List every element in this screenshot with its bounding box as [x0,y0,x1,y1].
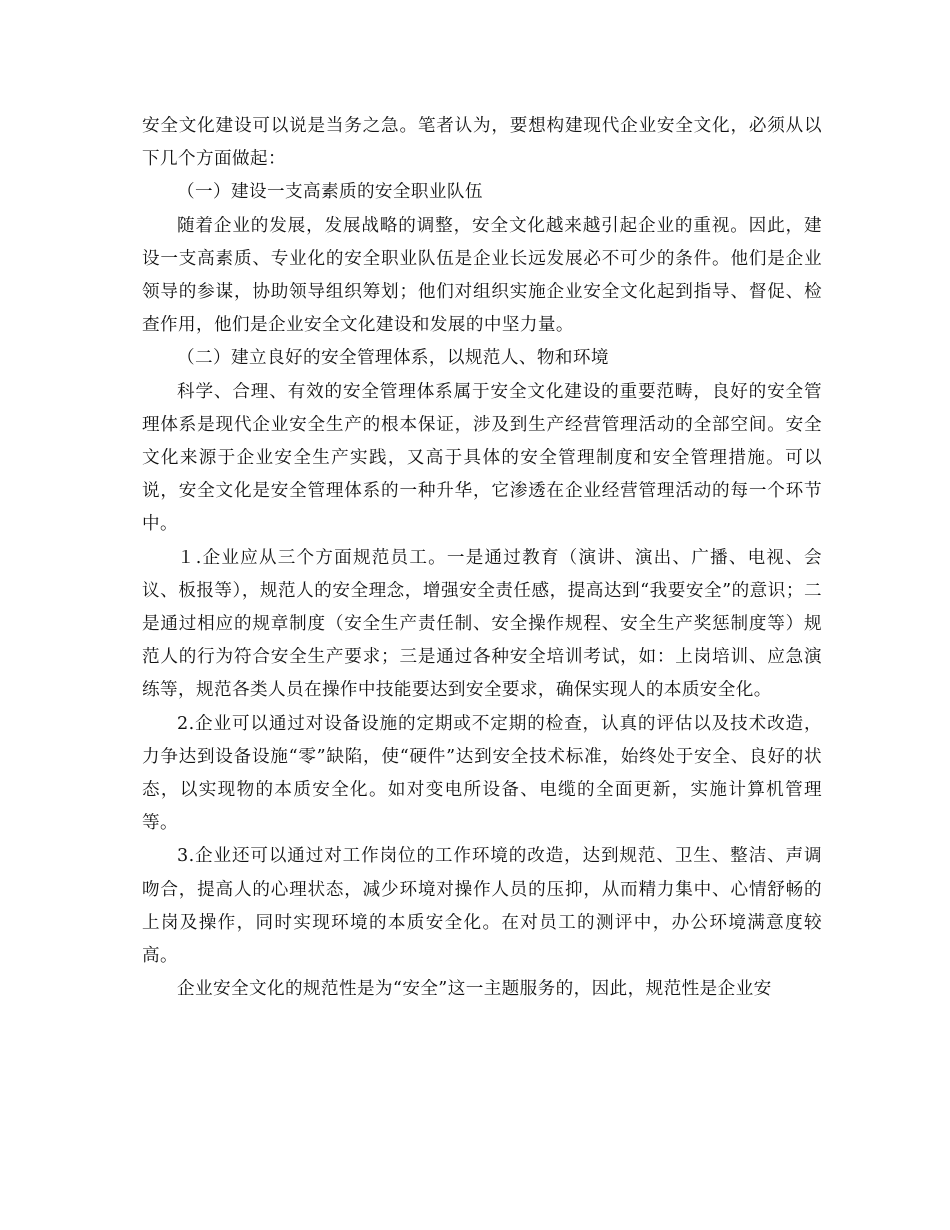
paragraph-conclusion: 企业安全文化的规范性是为“安全”这一主题服务的，因此，规范性是企业安 [177,979,772,1000]
section-heading-1: （一）建设一支高素质的安全职业队伍 [177,182,483,203]
document-body [142,110,822,1006]
paragraph-item-3: 3.企业还可以通过对工作岗位的工作环境的改造，达到规范、卫生、整洁、声调吻合，提高人的心理状态，减少环境对操作人员的压抑，从而精力集中、心情舒畅的上岗及操作，同时实现环境的本质安全化。在对员工的测评中，办公环境满意度较高。 [142,846,822,967]
paragraph-section-1: 随着企业的发展，发展战略的调整，安全文化越来越引起企业的重视。因此，建设一支高素质、专业化的安全职业队伍是企业长远发展必不可少的条件。他们是企业领导的参谋，协助领导组织筹划；他们对组织实施企业安全文化起到指导、督促、检查作用，他们是企业安全文化建设和发展的中坚力量。 [142,215,822,336]
section-heading-2: （二）建立良好的安全管理体系，以规范人、物和环境 [177,348,609,369]
paragraph-item-2: 2.企业可以通过对设备设施的定期或不定期的检查，认真的评估以及技术改造，力争达到设备设施“零”缺陷，使“硬件”达到安全技术标准，始终处于安全、良好的状态，以实现物的本质安全化。如对变电所设备、电缆的全面更新，实施计算机管理等。 [142,713,822,834]
paragraph-section-2: 科学、合理、有效的安全管理体系属于安全文化建设的重要范畴，良好的安全管理体系是现代企业安全生产的根本保证，涉及到生产经营管理活动的全部空间。安全文化来源于企业安全生产实践，又高于具体的安全管理制度和安全管理措施。可以说，安全文化是安全管理体系的一种升华，它渗透在企业经营管理活动的每一个环节中。 [142,381,822,535]
paragraph-item-1: １.企业应从三个方面规范员工。一是通过教育（演讲、演出、广播、电视、会议、板报等），规范人的安全理念，增强安全责任感，提高达到“我要安全”的意识；二是通过相应的规章制度（安全生产责任制、安全操作规程、安全生产奖惩制度等）规范人的行为符合安全生产要求；三是通过各种安全培训考试，如：上岗培训、应急演练等，规范各类人员在操作中技能要达到安全要求，确保实现人的本质安全化。 [142,547,822,701]
paragraph-intro: 安全文化建设可以说是当务之急。笔者认为，要想构建现代企业安全文化，必须从以下几个方面做起： [142,116,822,170]
